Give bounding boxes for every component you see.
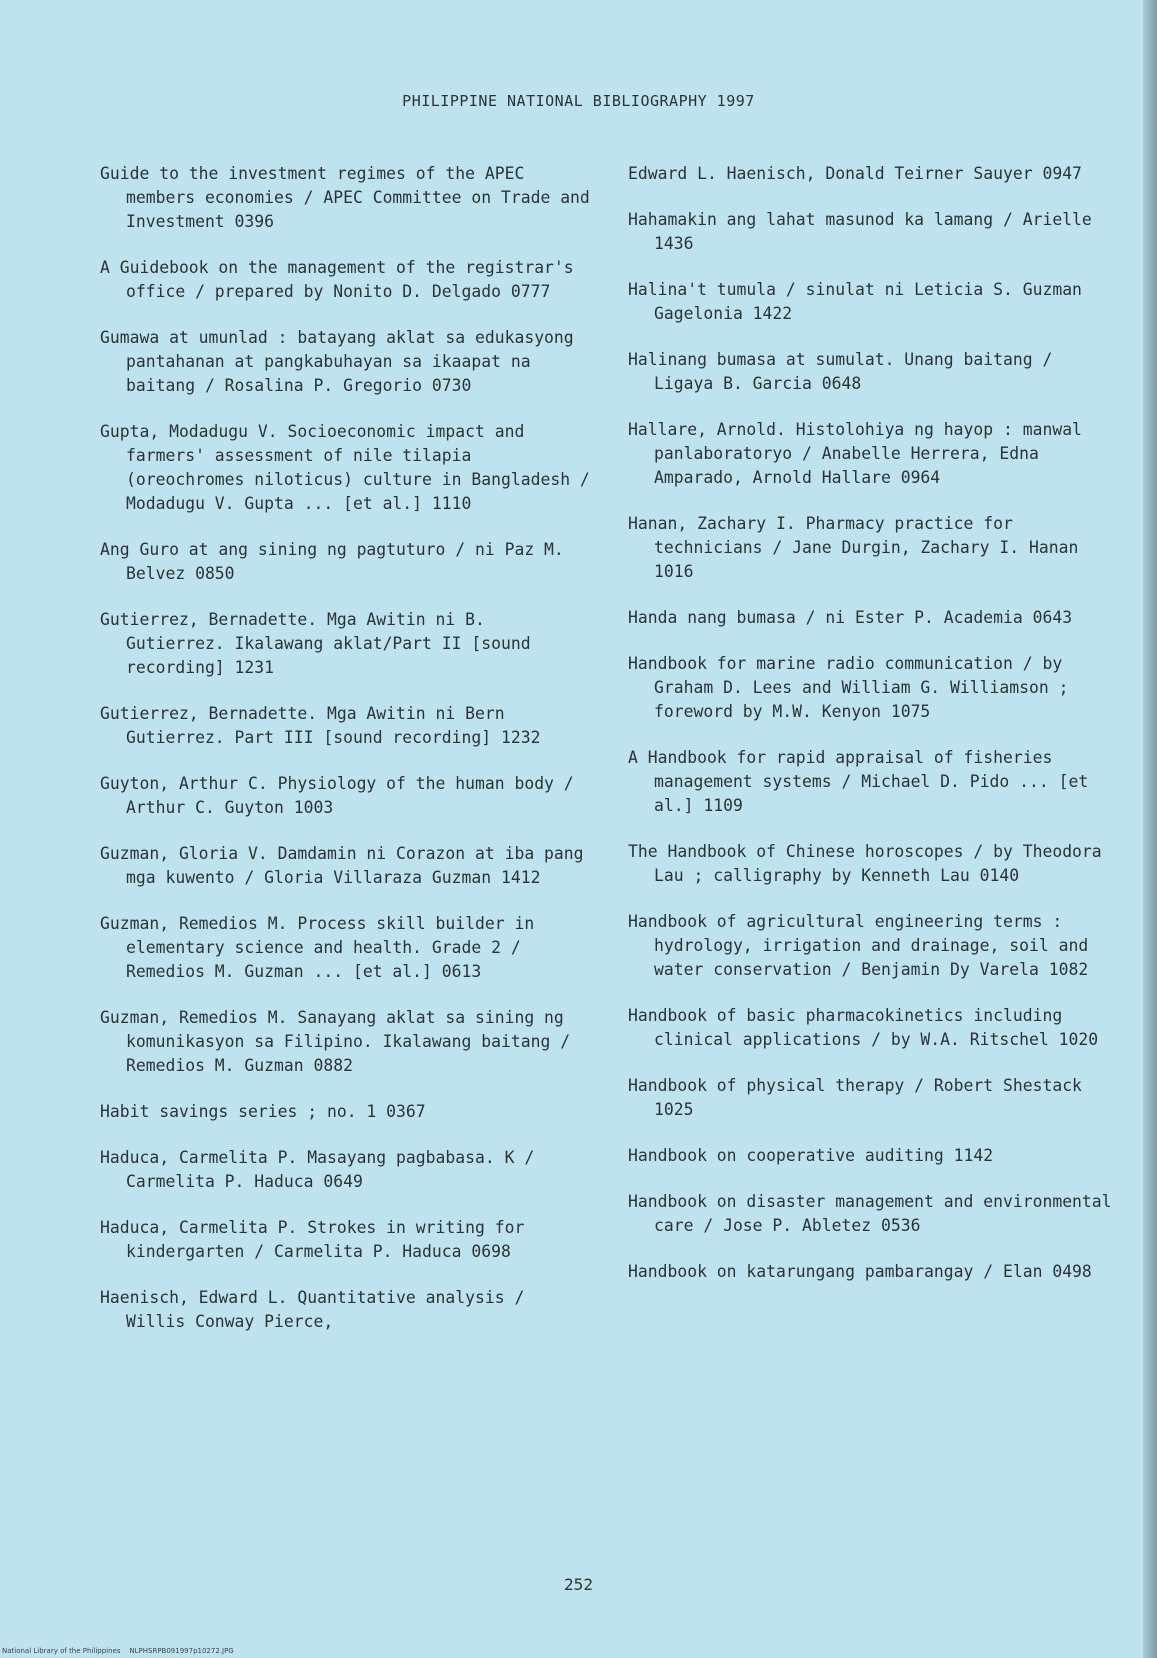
- bibliography-entry: Hanan, Zachary I. Pharmacy practice for technicians / Jane Durgin, Zachary I. Hanan 1016: [628, 514, 1089, 581]
- bibliography-entry: Haduca, Carmelita P. Masayang pagbabasa. K / Carmelita P. Haduca 0649: [100, 1148, 545, 1191]
- bibliography-entry: Halina't tumula / sinulat ni Leticia S. Guzman Gagelonia 1422: [628, 280, 1092, 323]
- bibliography-entry: Handbook for marine radio communication / by Graham D. Lees and William G. Williamson ; foreword by M.W. Kenyon 1075: [628, 654, 1079, 721]
- bibliography-entry: A Handbook for rapid appraisal of fisheries management systems / Michael D. Pido ... [et al.] 1109: [628, 748, 1099, 815]
- bibliography-entry: Handbook of physical therapy / Robert Shestack 1025: [628, 1076, 1092, 1119]
- bibliography-entry: Handbook on disaster management and environmental care / Jose P. Abletez 0536: [628, 1192, 1122, 1235]
- bibliography-entry: Halinang bumasa at sumulat. Unang baitang / Ligaya B. Garcia 0648: [628, 350, 1063, 393]
- right-column: [628, 162, 1122, 1306]
- bibliography-entry: Guyton, Arthur C. Physiology of the human body / Arthur C. Guyton 1003: [100, 774, 584, 817]
- bibliography-entry: Handbook of agricultural engineering terms : hydrology, irrigation and drainage, soil and water conservation / Benjamin Dy Varela 1082: [628, 912, 1099, 979]
- page-number: 252: [564, 1575, 593, 1594]
- bibliography-entry: Handa nang bumasa / ni Ester P. Academia 0643: [628, 608, 1073, 627]
- bibliography-entry: Ang Guro at ang sining ng pagtuturo / ni Paz M. Belvez 0850: [100, 540, 574, 583]
- bibliography-entry: Handbook on cooperative auditing 1142: [628, 1146, 994, 1165]
- bibliography-entry: Gupta, Modadugu V. Socioeconomic impact and farmers' assessment of nile tilapia (oreochromes niloticus) culture in Bangladesh / Modadugu V. Gupta ... [et al.] 1110: [100, 422, 600, 513]
- bibliography-entry: Guzman, Remedios M. Process skill builder in elementary science and health. Grade 2 / Remedios M. Guzman ... [et al.] 0613: [100, 914, 545, 981]
- left-column: [100, 162, 600, 1356]
- bibliography-entry: Gutierrez, Bernadette. Mga Awitin ni Bern Gutierrez. Part III [sound recording] 1232: [100, 704, 541, 747]
- page-edge-shadow: [1143, 0, 1157, 1658]
- scan-footer: National Library of the Philippines NLPHSRPB091997p10272.JPG: [2, 1647, 234, 1655]
- bibliography-entry: Haenisch, Edward L. Quantitative analysis / Willis Conway Pierce,: [100, 1288, 535, 1331]
- bibliography-entry: Habit savings series ; no. 1 0367: [100, 1102, 426, 1121]
- bibliography-entry: Handbook on katarungang pambarangay / Elan 0498: [628, 1262, 1092, 1281]
- bibliography-entry: Guzman, Remedios M. Sanayang aklat sa sining ng komunikasyon sa Filipino. Ikalawang baitang / Remedios M. Guzman 0882: [100, 1008, 580, 1075]
- bibliography-entry: A Guidebook on the management of the registrar's office / prepared by Nonito D. Delgado 0777: [100, 258, 584, 301]
- page-header: PHILIPPINE NATIONAL BIBLIOGRAPHY 1997: [402, 92, 755, 110]
- bibliography-entry: Handbook of basic pharmacokinetics including clinical applications / by W.A. Ritschel 1020: [628, 1006, 1099, 1049]
- bibliography-entry: Guide to the investment regimes of the APEC members economies / APEC Committee on Trade and Investment 0396: [100, 164, 600, 231]
- bibliography-entry: Haduca, Carmelita P. Strokes in writing for kindergarten / Carmelita P. Haduca 0698: [100, 1218, 535, 1261]
- bibliography-entry-continued: Edward L. Haenisch, Donald Teirner Sauyer 0947: [628, 164, 1082, 183]
- bibliography-entry: The Handbook of Chinese horoscopes / by Theodora Lau ; calligraphy by Kenneth Lau 0140: [628, 842, 1112, 885]
- bibliography-entry: Hallare, Arnold. Histolohiya ng hayop : manwal panlaboratoryo / Anabelle Herrera, Edna Amparado, Arnold Hallare 0964: [628, 420, 1092, 487]
- bibliography-entry: Guzman, Gloria V. Damdamin ni Corazon at iba pang mga kuwento / Gloria Villaraza Guzman 1412: [100, 844, 594, 887]
- bibliography-entry: Hahamakin ang lahat masunod ka lamang / Arielle 1436: [628, 210, 1102, 253]
- bibliography-entry: Gumawa at umunlad : batayang aklat sa edukasyong pantahanan at pangkabuhayan sa ikaapat na baitang / Rosalina P. Gregorio 0730: [100, 328, 584, 395]
- bibliography-entry: Gutierrez, Bernadette. Mga Awitin ni B. Gutierrez. Ikalawang aklat/Part II [sound recording] 1231: [100, 610, 541, 677]
